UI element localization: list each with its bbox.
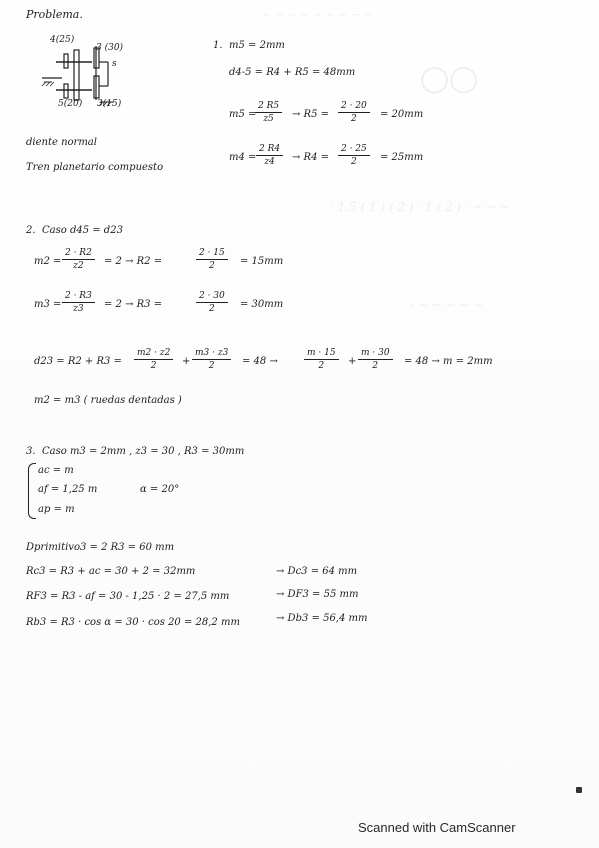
fraction-numerator: 2 R5 [255,101,282,113]
section-1-m4-mid: → R4 = [292,152,330,163]
diagram-label-gear-5: 5(20) [58,99,83,109]
section-2-m2-fraction [62,248,95,271]
fraction-numerator: 2 · 15 [196,248,228,260]
section-1-r4-result: = 25mm [380,152,424,163]
fraction-numerator: 2 · R2 [62,248,95,260]
gear-train-diagram [40,35,140,120]
section-2-d23-result: = 48 → m = 2mm [404,356,493,367]
section-2-r3-fraction [196,291,228,314]
section-2-d23-fraction-a [134,348,173,371]
diagram-label-gear-3-top: 3 (30) [96,43,124,53]
page-title: Problema. [26,8,83,21]
section-2-m3-fraction [62,291,95,314]
section-2-d23-plus-2: + [348,356,357,367]
section-2-d23-lhs: d23 = R2 + R3 = [34,356,122,367]
section-2-m2-mid: = 2 → R2 = [104,256,163,267]
section-1-r4-fraction [338,144,370,167]
fraction-denominator: 2 [150,361,157,371]
section-2-heading: Caso d45 = d23 [42,225,123,236]
fraction-numerator: m · 30 [358,348,393,360]
section-2-m3-lhs: m3 = [34,299,62,310]
fraction-denominator: 2 [372,361,379,371]
section-1-r5-fraction [338,101,370,124]
section-2-d23-mid: = 48 → [242,356,278,367]
section-3-brace [28,463,36,519]
fraction-denominator: z2 [73,261,84,271]
page-corner-mark [576,787,582,793]
section-1-line-2: d4-5 = R4 + R5 = 48mm [229,67,356,78]
section-2-m3-mid: = 2 → R3 = [104,299,163,310]
fraction-denominator: z3 [73,304,84,314]
fraction-numerator: 2 · 25 [338,144,370,156]
section-3-heading: Caso m3 = 2mm , z3 = 30 , R3 = 30mm [42,446,245,457]
diagram-label-gear-4: 4(25) [50,35,75,45]
fraction-denominator: 2 [209,261,215,271]
section-1-m4-fraction [256,144,283,167]
section-3-addendum: ac = m [38,465,74,476]
fraction-denominator: 2 [209,304,215,314]
section-3-df3-result: → DF3 = 55 mm [276,589,359,600]
section-1-number: 1. [213,40,223,51]
fraction-numerator: 2 · 30 [196,291,228,303]
section-2-line-4: m2 = m3 ( ruedas dentadas ) [34,395,182,406]
fraction-denominator: 2 [318,361,325,371]
fraction-denominator: z4 [264,157,275,167]
intro-line-2: Tren planetario compuesto [26,162,164,173]
section-3-rf3-lhs: RF3 = R3 - af = 30 - 1,25 · 2 = 27,5 mm [26,591,230,602]
section-1-m5-mid: → R5 = [292,109,330,120]
section-1-m4-lhs: m4 = [229,152,257,163]
fraction-numerator: m · 15 [304,348,339,360]
section-3-rb3-lhs: Rb3 = R3 · cos α = 30 · cos 20 = 28,2 mm [26,617,240,628]
section-2-r2-result: = 15mm [240,256,284,267]
fraction-numerator: m3 · z3 [192,348,231,360]
fraction-numerator: m2 · z2 [134,348,173,360]
scanner-watermark: Scanned with CamScanner [358,820,516,835]
section-3-db3-result: → Db3 = 56,4 mm [276,613,368,624]
intro-line-1: diente normal [26,137,97,148]
section-2-number: 2. [26,225,36,236]
diagram-label-gear-3-bottom: 3(15) [97,99,122,109]
scanned-page: ~ ~ ~ ~ ~ ~ ~ ~ ~ ◯◯ · 1,5 ( 1 ) ( 2 ) · 1 ( 2 ) · ~ ~ ~ · ~ ~ ~ ~ ~ Problema. 4(25) 3 (30) s 5(20) 3(15) diente normal Tren planetario compuesto 1. m5 = 2mm d4-5 = R4 + R5 = 48mm m5 = $\frac{2 R5}{z5}$ → R5 = $\frac{2 \cdot 20}{2}$ = 20mm m4 = $\frac{2 R4}{z4}$ → R4 = $\frac{2 \cdot 25}{2}$ = 25mm 2. Caso d45 = d23 m2 = $\frac{2 \cdot R2}{z2}$ = 2 → R2 = $\frac{2 \cdot 15}{2}$ = 15mm m3 = $\frac{2 \cdot R3}{z3}$ = 2 → R3 = $\frac{2 \cdot 30}{2}$ = 30mm d23 = R2 + R3 = $\frac{m2 \cdot z2}{2}$ + $\frac{m3 \cdot z3}{2}$ = 48 → $\frac{m \cdot 15}{2}$ + $\frac{m \cdot 30}{2}$ = 48 → m = 2mm m2 = m3 ( ruedas dentadas ) 3. Caso m3 = 2mm , z3 = 30 , R3 = 30mm ac = m af = 1,25 m α = 20° ap = m Dprimitivo3 = 2 R3 = 60 mm Rc3 = R3 + ac = 30 + 2 = 32mm → Dc3 = 64 mm RF3 = R3 - af = 30 - 1,25 · 2 = 27,5 mm → DF3 = 55 mm Rb3 = R3 · cos α = 30 · cos 20 = 28,2 mm → Db3 = 56,4 mm Scanned with CamScanner [0,0,599,848]
section-3-dc3-result: → Dc3 = 64 mm [276,566,358,577]
section-3-line-1: Dprimitivo3 = 2 R3 = 60 mm [26,542,175,553]
section-3-number: 3. [26,446,36,457]
section-1-line-1: m5 = 2mm [229,40,285,51]
section-1-m5-lhs: m5 = [229,109,257,120]
section-3-pitch: ap = m [38,504,75,515]
section-1-m5-fraction [255,101,282,124]
section-1-r5-result: = 20mm [380,109,424,120]
section-3-dedendum: af = 1,25 m [38,484,98,495]
section-3-rc3-lhs: Rc3 = R3 + ac = 30 + 2 = 32mm [26,566,196,577]
section-2-d23-plus: + [182,356,191,367]
section-2-m2-lhs: m2 = [34,256,62,267]
fraction-numerator: 2 R4 [256,144,283,156]
section-2-d23-fraction-b [192,348,231,371]
section-2-d23-fraction-c [304,348,339,371]
fraction-numerator: 2 · 20 [338,101,370,113]
section-3-pressure-angle: α = 20° [140,484,180,495]
fraction-denominator: 2 [351,114,357,124]
diagram-label-s: s [112,59,117,69]
fraction-denominator: 2 [351,157,357,167]
section-2-r2-fraction [196,248,228,271]
section-2-d23-fraction-d [358,348,393,371]
section-2-r3-result: = 30mm [240,299,284,310]
fraction-denominator: 2 [208,361,215,371]
fraction-numerator: 2 · R3 [62,291,95,303]
fraction-denominator: z5 [263,114,274,124]
